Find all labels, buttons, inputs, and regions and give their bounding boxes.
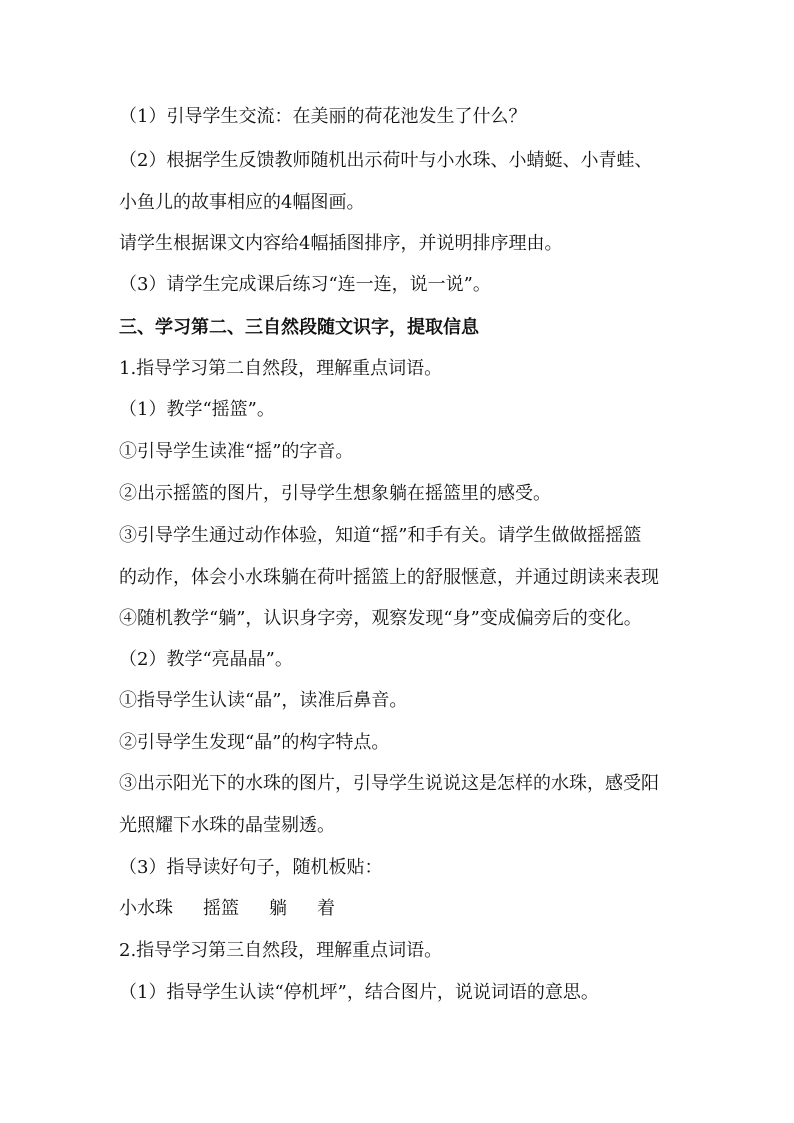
board-words — [119, 897, 335, 921]
text-line: （1）教学“摇篮”。 — [119, 399, 275, 420]
text-line: （2）教学“亮晶晶”。 — [119, 649, 293, 670]
subsection-heading: 1.指导学习第二自然段，理解重点词语。 — [119, 358, 443, 379]
text-line: （1）指导学生认读“停机坪”，结合图片，说说词语的意思。 — [119, 982, 599, 1003]
text-line: （3）指导读好句子，随机板贴： — [119, 857, 383, 878]
text-line: 光照耀下水珠的晶莹剔透。 — [119, 815, 335, 836]
text-line: ②引导学生发现“晶”的构字特点。 — [119, 732, 390, 753]
text-line: 小鱼儿的故事相应的4幅图画。 — [119, 192, 365, 213]
text-line: （3）请学生完成课后练习“连一连，说一说”。 — [119, 274, 491, 295]
text-line: ③引导学生通过动作体验，知道“摇”和手有关。请学生做做摇摇篮 — [119, 525, 642, 546]
text-line: ②出示摇篮的图片，引导学生想象躺在摇篮里的感受。 — [119, 483, 551, 504]
text-line: （2）根据学生反馈教师随机出示荷叶与小水珠、小蜻蜓、小青蛙、 — [119, 150, 653, 171]
text-line: ④随机教学“躺”，认识身字旁，观察发现“身”变成偏旁后的变化。 — [119, 608, 642, 629]
text-line: （1）引导学生交流：在美丽的荷花池发生了什么？ — [119, 106, 527, 127]
board-word: 摇篮 — [203, 898, 239, 919]
text-line: ①引导学生读准“摇”的字音。 — [119, 441, 354, 462]
section-heading: 三、学习第二、三自然段随文识字，提取信息 — [119, 317, 479, 338]
subsection-heading: 2.指导学习第三自然段，理解重点词语。 — [119, 940, 443, 961]
text-line: ③出示阳光下的水珠的图片，引导学生说说这是怎样的水珠，感受阳 — [119, 773, 659, 794]
board-word: 小水珠 — [119, 898, 173, 919]
text-line: ①指导学生认读“晶”，读准后鼻音。 — [119, 690, 408, 711]
text-line: 请学生根据课文内容给4幅插图排序，并说明排序理由。 — [119, 233, 563, 254]
board-word: 着 — [317, 898, 335, 919]
board-word: 躺 — [269, 898, 287, 919]
text-line: 的动作，体会小水珠躺在荷叶摇篮上的舒服惬意，并通过朗读来表现 — [119, 567, 659, 588]
